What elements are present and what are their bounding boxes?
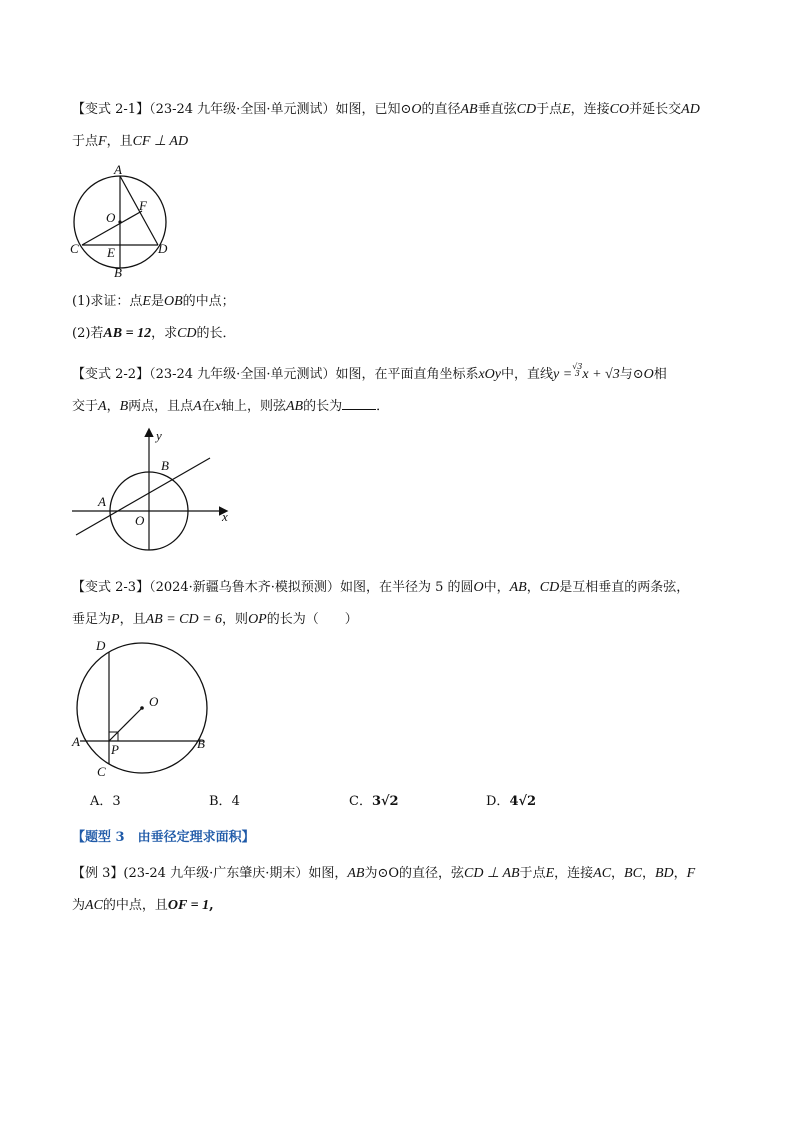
point-o bbox=[140, 706, 144, 710]
math: x bbox=[214, 399, 221, 414]
variant-2-3-line-2 bbox=[72, 611, 358, 629]
math: O bbox=[411, 102, 422, 117]
source: （23-24 九年级·全国·单元测试） bbox=[149, 367, 336, 382]
math: AB bbox=[460, 102, 478, 117]
math: AB = CD = 6 bbox=[145, 612, 223, 627]
label-b: B bbox=[197, 736, 205, 751]
math: AD bbox=[681, 102, 700, 117]
option-value: 3 bbox=[112, 794, 121, 809]
math: CO bbox=[609, 102, 630, 117]
source: （23-24 九年级·全国·单元测试） bbox=[149, 102, 336, 117]
text: ， bbox=[611, 866, 625, 881]
math: OF = 1 bbox=[167, 898, 210, 913]
math: CD bbox=[177, 326, 197, 341]
option-value: 4√2 bbox=[509, 794, 537, 809]
option-value: 3√2 bbox=[371, 794, 399, 809]
example-3-line-2 bbox=[72, 897, 214, 915]
label-a: A bbox=[98, 494, 106, 509]
text: 垂足为 bbox=[72, 612, 112, 627]
math: y = bbox=[553, 367, 573, 382]
text: 于点 bbox=[536, 102, 563, 117]
math: F bbox=[98, 134, 107, 149]
text: 如图，在平面直角坐标系 bbox=[335, 367, 479, 382]
label-f: F bbox=[139, 198, 147, 213]
math: P bbox=[111, 612, 120, 627]
source: （2024·新疆乌鲁木齐·模拟预测） bbox=[149, 580, 340, 595]
variant-tag: 【变式 2-2】 bbox=[72, 367, 150, 382]
math: AC bbox=[593, 866, 612, 881]
label-a: A bbox=[114, 162, 122, 177]
math: B bbox=[119, 399, 129, 414]
text: ， bbox=[106, 399, 120, 414]
label-p: P bbox=[111, 742, 119, 757]
option-c[interactable] bbox=[349, 790, 399, 809]
text: 相 bbox=[653, 367, 667, 382]
label-c: C bbox=[97, 764, 106, 779]
figure-2-1 bbox=[66, 162, 176, 282]
math: x + √3 bbox=[582, 367, 620, 382]
math: OB bbox=[164, 294, 183, 309]
fraction-denominator: 3 bbox=[574, 369, 580, 378]
text: 的长为（ ） bbox=[266, 612, 358, 627]
math: AB bbox=[509, 580, 527, 595]
math: E bbox=[562, 102, 571, 117]
variant-2-3-line-1 bbox=[72, 579, 689, 597]
text: 的中点； bbox=[182, 294, 235, 309]
option-letter: C． bbox=[349, 794, 372, 809]
option-letter: B． bbox=[209, 794, 232, 809]
text: ， bbox=[673, 866, 687, 881]
text: ，且 bbox=[106, 134, 133, 149]
math: CF ⊥ AD bbox=[132, 134, 189, 149]
figure-2-3 bbox=[66, 636, 216, 784]
text: 的直径 bbox=[421, 102, 461, 117]
text: ． bbox=[376, 399, 390, 414]
option-a[interactable] bbox=[90, 790, 121, 809]
math: A bbox=[193, 399, 202, 414]
text: 中，直线 bbox=[501, 367, 554, 382]
example-tag: 【例 3】 bbox=[72, 866, 124, 881]
math: xOy bbox=[478, 367, 502, 382]
variant-2-1-question-1 bbox=[72, 293, 235, 311]
text: 为⊙O的直径，弦 bbox=[364, 866, 465, 881]
label-o: O bbox=[135, 513, 145, 528]
type-3-heading: 【题型 3 由垂径定理求面积】 bbox=[72, 830, 255, 845]
variant-tag: 【变式 2-1】 bbox=[72, 102, 150, 117]
math: O bbox=[643, 367, 654, 382]
math: F bbox=[686, 866, 696, 881]
label-d: D bbox=[96, 638, 106, 653]
example-3-line-1 bbox=[72, 865, 695, 883]
math: CD bbox=[539, 580, 560, 595]
math: AB = 12 bbox=[103, 326, 152, 341]
math: AB bbox=[285, 399, 304, 414]
text: 垂直弦 bbox=[477, 102, 517, 117]
text: 轴上，则弦 bbox=[220, 399, 286, 414]
math: OP bbox=[248, 612, 267, 627]
text: 如图，已知⊙ bbox=[335, 102, 412, 117]
variant-2-1-line-1 bbox=[72, 101, 700, 119]
variant-2-1-line-2 bbox=[72, 133, 188, 151]
text: (2)若 bbox=[72, 326, 104, 341]
text: ，连接 bbox=[554, 866, 594, 881]
text: 与⊙ bbox=[619, 367, 644, 382]
label-y: y bbox=[156, 428, 162, 443]
variant-2-1-question-2 bbox=[72, 325, 236, 343]
label-b: B bbox=[161, 458, 169, 473]
figure-2-2 bbox=[68, 424, 238, 554]
segment-op bbox=[109, 708, 142, 741]
variant-tag: 【变式 2-3】 bbox=[72, 580, 150, 595]
option-letter: D． bbox=[486, 794, 510, 809]
fraction bbox=[572, 363, 582, 377]
label-e: E bbox=[107, 245, 115, 260]
text: ，且 bbox=[119, 612, 146, 627]
text: (1)求证：点 bbox=[72, 294, 143, 309]
text: 为 bbox=[72, 898, 86, 913]
math: CD ⊥ AB bbox=[464, 866, 520, 881]
text: ， bbox=[641, 866, 655, 881]
text: ，求 bbox=[151, 326, 178, 341]
label-o: O bbox=[149, 694, 159, 709]
text: 的长为 bbox=[303, 399, 343, 414]
text: ， bbox=[526, 580, 540, 595]
text: 在 bbox=[201, 399, 215, 414]
label-c: C bbox=[70, 241, 79, 256]
label-o: O bbox=[106, 210, 116, 225]
answer-blank bbox=[342, 397, 376, 410]
text: 的长． bbox=[196, 326, 236, 341]
math: E bbox=[142, 294, 151, 309]
math: E bbox=[545, 866, 555, 881]
label-a: A bbox=[72, 734, 80, 749]
option-letter: A． bbox=[90, 794, 113, 809]
label-b: B bbox=[114, 265, 122, 280]
math: AB bbox=[347, 866, 365, 881]
text: 如图，在半径为 5 的圆 bbox=[339, 580, 474, 595]
text: 两点，且点 bbox=[128, 399, 194, 414]
label-x: x bbox=[222, 509, 228, 524]
variant-2-2-line-2 bbox=[72, 397, 389, 416]
option-d[interactable] bbox=[486, 790, 536, 809]
text: 如图， bbox=[308, 866, 348, 881]
math: BD bbox=[654, 866, 674, 881]
text: 于点 bbox=[72, 134, 99, 149]
option-value: 4 bbox=[231, 794, 240, 809]
variant-2-2-line-1 bbox=[72, 363, 667, 384]
text: , bbox=[209, 898, 214, 913]
text: 并延长交 bbox=[629, 102, 682, 117]
math: AC bbox=[85, 898, 103, 913]
math: CD bbox=[516, 102, 537, 117]
fraction-numerator: √3 bbox=[572, 362, 583, 371]
text: 交于 bbox=[72, 399, 99, 414]
text: 是互相垂直的两条弦， bbox=[559, 580, 690, 595]
text: ，则 bbox=[222, 612, 249, 627]
math: O bbox=[473, 580, 484, 595]
point-o bbox=[118, 220, 121, 223]
text: 于点 bbox=[519, 866, 546, 881]
text: ，连接 bbox=[570, 102, 610, 117]
text: 的中点，且 bbox=[102, 898, 168, 913]
label-d: D bbox=[158, 241, 168, 256]
source: (23-24 九年级·广东肇庆·期末） bbox=[123, 866, 309, 881]
text: 中， bbox=[483, 580, 510, 595]
option-b[interactable] bbox=[209, 790, 240, 809]
math: A bbox=[98, 399, 107, 414]
text: 是 bbox=[150, 294, 164, 309]
math: BC bbox=[624, 866, 642, 881]
